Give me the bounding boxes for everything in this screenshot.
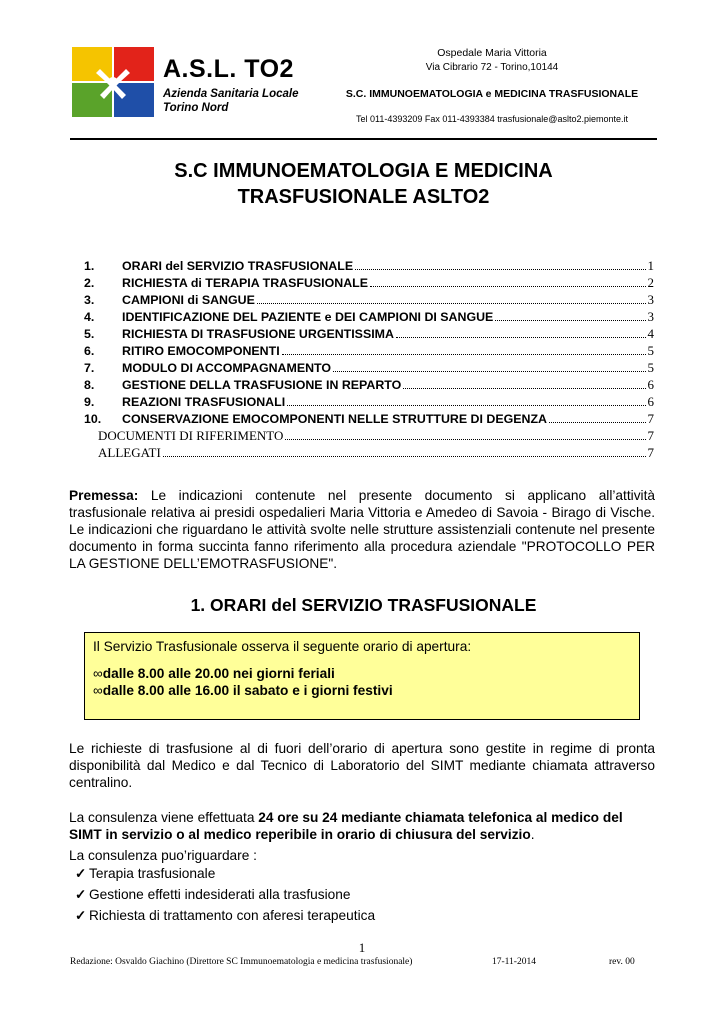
toc-item[interactable]	[84, 394, 654, 411]
premessa-text: Le indicazioni contenute nel presente documento si applicano all’attività trasfusionale relativa ai presidi ospedalieri Maria Vittoria e Amedeo di Savoia - Birago di Vische. Le indicazioni che riguardano le attività svolte nelle strutture assistenziali contenute nel presente documento in forma succinta fanno riferimento alla procedura aziendale "PROTOCOLLO PER LA GESTIONE DELL’EMOTRASFUSIONE".	[69, 488, 655, 571]
toc-number: 5.	[84, 327, 95, 341]
section-heading: 1. ORARI del SERVIZIO TRASFUSIONALE	[190, 595, 537, 615]
footer-revision: rev. 00	[609, 957, 635, 967]
toc-number: 2.	[84, 276, 95, 290]
toc-label: CONSERVAZIONE EMOCOMPONENTI NELLE STRUTTURE DI DEGENZA	[122, 412, 547, 426]
toc-label: MODULO DI ACCOMPAGNAMENTO	[122, 361, 332, 375]
toc-label: IDENTIFICAZIONE DEL PAZIENTE e DEI CAMPIONI DI SANGUE	[122, 310, 494, 324]
title-line-1: S.C IMMUNOEMATOLOGIA E MEDICINA	[174, 160, 553, 182]
toc-number: 8.	[84, 378, 95, 392]
hours-weekends-text: dalle 8.00 alle 16.00 il sabato e i giorni festivi	[102, 683, 393, 698]
toc-item[interactable]	[84, 377, 654, 394]
toc-page: 4	[647, 326, 654, 341]
toc-label: REAZIONI TRASFUSIONALI	[122, 395, 286, 409]
consulenza-bold: 24 ore su 24 mediante chiamata telefonica al medico del SIMT in servizio o al medico reperibile in orario di chiusura del servizio	[69, 810, 623, 842]
toc-label: RICHIESTA di TERAPIA TRASFUSIONALE	[122, 276, 368, 290]
toc-page: 7	[647, 445, 654, 460]
toc-leader	[403, 377, 645, 389]
toc-label: ALLEGATI	[98, 445, 161, 460]
hours-weekdays	[93, 666, 631, 683]
hours-weekends	[93, 683, 631, 700]
toc-number: 7.	[84, 361, 95, 375]
hospital-address: Via Cibrario 72 - Torino,10144	[425, 62, 559, 73]
toc-number: 3.	[84, 293, 95, 307]
toc-leader	[333, 360, 645, 372]
toc-page: 5	[647, 343, 654, 358]
toc-leader	[549, 411, 646, 423]
toc-label: RITIRO EMOCOMPONENTI	[122, 344, 280, 358]
toc-number: 6.	[84, 344, 95, 358]
consulenza-post: .	[530, 827, 535, 842]
toc-item[interactable]	[84, 258, 654, 275]
department-name: S.C. IMMUNOEMATOLOGIA e MEDICINA TRASFUSIONALE	[345, 88, 639, 100]
toc-leader	[370, 275, 646, 287]
toc-item[interactable]	[84, 309, 654, 326]
premessa-paragraph	[69, 487, 655, 572]
toc-item[interactable]	[84, 292, 654, 309]
hospital-name: Ospedale Maria Vittoria	[437, 47, 547, 59]
list-item	[75, 866, 215, 885]
toc-label: ORARI del SERVIZIO TRASFUSIONALE	[122, 259, 354, 273]
org-name: A.S.L. TO2	[163, 55, 294, 83]
hours-intro: Il Servizio Trasfusionale osserva il seguente orario di apertura:	[93, 639, 472, 654]
toc-item[interactable]	[84, 343, 654, 360]
checkmark-icon: ✓	[75, 887, 87, 902]
toc-leader	[495, 309, 645, 321]
toc-item-attachments[interactable]	[98, 445, 654, 462]
toc-label: GESTIONE DELLA TRASFUSIONE IN REPARTO	[122, 378, 402, 392]
toc-page: 6	[647, 377, 654, 392]
consulenza-pre: La consulenza viene effettuata	[69, 810, 259, 825]
toc-leader	[285, 428, 645, 440]
toc-item[interactable]	[84, 275, 654, 292]
list-item-text: Gestione effetti indesiderati alla trasfusione	[89, 887, 351, 902]
toc-label: RICHIESTA DI TRASFUSIONE URGENTISSIMA	[122, 327, 394, 341]
toc-page: 3	[647, 292, 654, 307]
list-item-text: Richiesta di trattamento con aferesi terapeutica	[89, 908, 376, 923]
toc-page: 3	[647, 309, 654, 324]
toc-page: 5	[647, 360, 654, 375]
consulenza-paragraph	[69, 809, 655, 843]
toc-item-references[interactable]	[98, 428, 654, 445]
premessa-label: Premessa:	[69, 488, 139, 503]
toc-page: 7	[647, 428, 654, 443]
hours-weekdays-text: dalle 8.00 alle 20.00 nei giorni feriali	[102, 666, 335, 681]
infinity-bullet-icon: ∞	[93, 683, 103, 698]
toc-number: 4.	[84, 310, 95, 324]
opening-hours-box	[84, 632, 640, 720]
checkmark-icon: ✓	[75, 908, 87, 923]
toc-leader	[355, 258, 645, 270]
toc-number: 10.	[84, 412, 102, 426]
org-subtitle-2: Torino Nord	[163, 102, 229, 114]
checkmark-icon: ✓	[75, 866, 87, 881]
toc-label: DOCUMENTI DI RIFERIMENTO	[98, 428, 284, 443]
org-subtitle: Azienda Sanitaria Locale	[163, 88, 299, 100]
toc-page: 6	[647, 394, 654, 409]
contact-info: Tel 011-4393209 Fax 011-4393384 trasfusionale@aslto2.piemonte.it	[356, 114, 628, 124]
toc-leader	[287, 394, 645, 406]
toc-number: 1.	[84, 259, 95, 273]
page-number: 1	[358, 940, 366, 955]
toc-number: 9.	[84, 395, 95, 409]
toc-item[interactable]	[84, 326, 654, 343]
toc-item[interactable]	[84, 411, 654, 428]
list-item-text: Terapia trasfusionale	[89, 866, 216, 881]
list-item	[75, 887, 351, 906]
header-divider	[70, 138, 657, 140]
infinity-bullet-icon: ∞	[93, 666, 103, 681]
toc-leader	[396, 326, 646, 338]
toc-page: 7	[647, 411, 654, 426]
toc-leader	[257, 292, 646, 304]
list-item	[75, 908, 375, 927]
toc-item[interactable]	[84, 360, 654, 377]
title-line-2: TRASFUSIONALE ASLTO2	[237, 186, 490, 208]
footer-author: Redazione: Osvaldo Giachino (Direttore SC Immunoematologia e medicina trasfusionale)	[70, 957, 413, 967]
toc-leader	[163, 445, 646, 457]
consulenza-lead: La consulenza puo’riguardare :	[69, 848, 257, 863]
toc-label: CAMPIONI di SANGUE	[122, 293, 255, 307]
toc-page: 1	[647, 258, 654, 273]
asl-logo	[72, 47, 154, 117]
after-hours-paragraph: Le richieste di trasfusione al di fuori dell’orario di apertura sono gestite in regime di pronta disponibilità dal Medico e dal Tecnico di Laboratorio del SIMT mediante chiamata attraverso centralino.	[69, 741, 655, 790]
footer-date: 17-11-2014	[492, 957, 536, 967]
toc-leader	[282, 343, 646, 355]
document-title	[70, 158, 657, 210]
toc-page: 2	[647, 275, 654, 290]
